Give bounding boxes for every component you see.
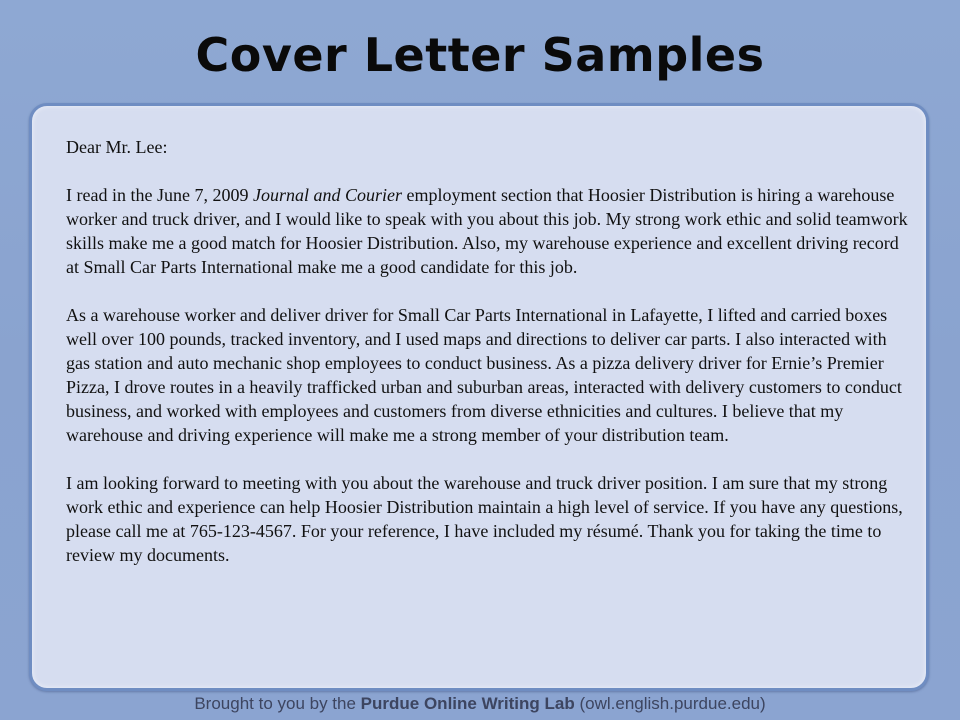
paragraph-1-rest: employment section that Hoosier Distribution is hiring a warehouse worker and truck driver, and I would like to speak with you about this job. My strong work ethic and solid teamwork skills make me a good match for Hoosier Distribution. Also, my warehouse experience and excellent driving record at Small Car Parts International make me a good candidate for this job. xyxy=(66,185,908,277)
footer-url: (owl.english.purdue.edu) xyxy=(574,694,766,713)
newspaper-name: Journal and Courier xyxy=(252,185,402,205)
cover-letter-body xyxy=(66,135,908,591)
footer-prefix: Brought to you by the xyxy=(194,694,361,713)
footer-credit xyxy=(0,693,960,717)
letter-salutation: Dear Mr. Lee: xyxy=(66,137,168,157)
slide-title: Cover Letter Samples xyxy=(195,28,765,82)
letter-paragraph-2: As a warehouse worker and deliver driver for Small Car Parts International in Lafayette, I lifted and carried boxes well over 100 pounds, tracked inventory, and I used maps and directions to deliver car parts. I also interacted with gas station and auto mechanic shop employees to conduct business. As a pizza delivery driver for Ernie’s Premier Pizza, I drove routes in a heavily trafficked urban and suburban areas, interacted with delivery customers to conduct business, and worked with employees and customers from diverse ethnicities and cultures. I believe that my warehouse and driving experience will make me a strong member of your distribution team. xyxy=(66,305,902,445)
paragraph-1-lead: I read in the June 7, 2009 xyxy=(66,185,253,205)
letter-paragraph-3: I am looking forward to meeting with you about the warehouse and truck driver position. I am sure that my strong work ethic and experience can help Hoosier Distribution maintain a high level of service. If you have any questions, please call me at 765-123-4567. For your reference, I have included my résumé. Thank you for taking the time to review my documents. xyxy=(66,473,903,565)
letter-paragraph-1 xyxy=(66,183,908,279)
footer-brand: Purdue Online Writing Lab xyxy=(360,694,575,713)
